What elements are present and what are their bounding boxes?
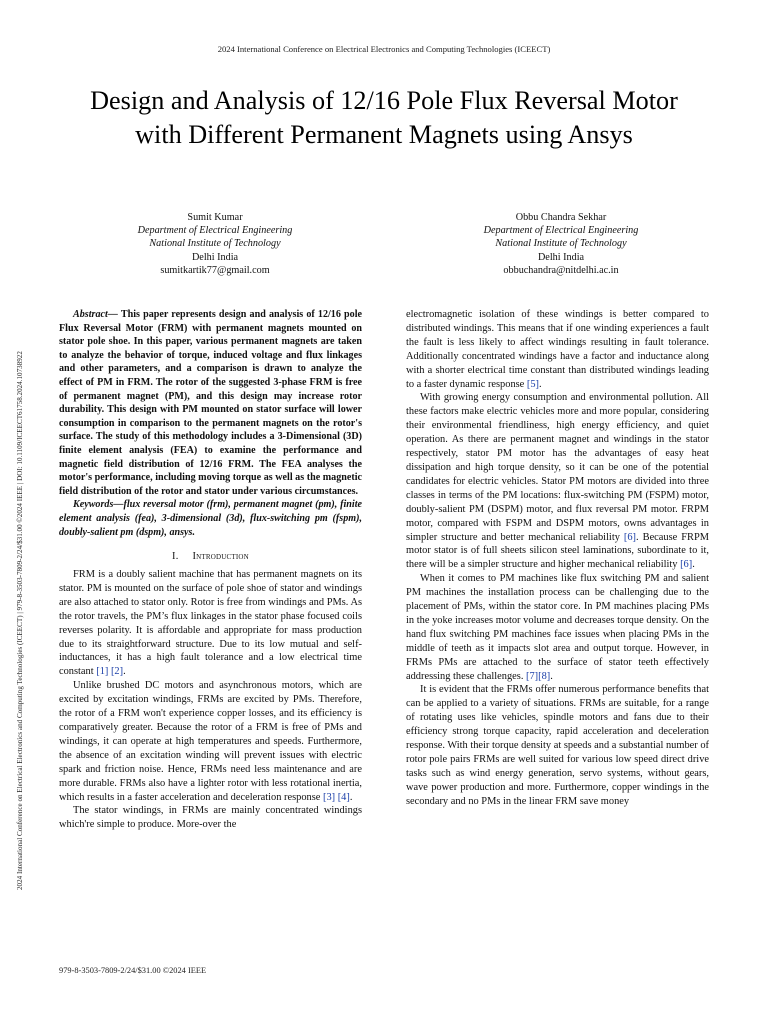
author-institute: National Institute of Technology	[495, 238, 627, 250]
author-name: Obbu Chandra Sekhar	[515, 212, 607, 223]
author-email[interactable]: obbuchandra@nitdelhi.ac.in	[503, 264, 619, 276]
keywords: Keywords—flux reversal motor (frm), permanent magnet (pm), finite element analysis (fea), 3-dimensional (3d), flux-switching pm (fspm), doubly-salient pm (dspm), ansys.	[59, 499, 362, 538]
copyright-footer: 979-8-3503-7809-2/24/$31.00 ©2024 IEEE	[59, 966, 207, 975]
abstract-label: Abstract—	[73, 309, 118, 320]
citation-link[interactable]: [6]	[680, 559, 693, 571]
author-email[interactable]: sumitkartik77@gmail.com	[160, 264, 270, 276]
section-title: Introduction	[192, 551, 249, 563]
citation-link[interactable]: [8]	[538, 670, 551, 682]
paragraph-text: When it comes to PM machines like flux switching PM and salient PM machines the installation process can be challenging due to the placement of PMs, within the stator core. In PM machines placing PMs in the yoke increases motor volume and decreases torque density. On the hand flux switching PM machines face issues when placing PMs in the middle of teeth as it impacts slot area and output torque. However, in FRMs PMs are attached to the surface of stator teeth effectively addressing these challenges.	[406, 573, 709, 682]
paragraph-text: FRM is a doubly salient machine that has permanent magnets on its stator. PM is mounted on the surface of pole shoe of stator and windings are also attached to stator only. Rotor is free from windings and PMs. As the rotor travels, the PM’s flux linkages in the stator phase focused coils reverses polarity. It is affordable and appropriate for mass production due to its straightforward structure. Due to its low mutual and self-inductances, it has a high fault tolerance and a low electrical time constant	[59, 569, 362, 678]
section-heading-introduction	[59, 550, 362, 564]
author-location: Delhi India	[191, 251, 239, 263]
conference-header: 2024 International Conference on Electrical Electronics and Computing Technologies (ICEECT)	[217, 44, 551, 54]
citation-link[interactable]: [2]	[110, 666, 124, 678]
author-location: Delhi India	[537, 251, 585, 263]
abstract	[59, 308, 362, 498]
paragraph-text: Because FRPM motor stator is of full sheets silicon steel laminations, subordinate to it, there will be a simpler structure and higher mechanical reliability	[406, 531, 709, 571]
intro-paragraph-5: With growing energy consumption and environmental pollution. All these factors make electric vehicles more and more popular, considering their environmental friendliness, high energy efficiency, and quiet operation. As there are permanent magnet and windings in the stator respectively, stator PM motor has the advantages of easy heat dissipation and high torque density, so it can be one of the potential candidates for electric vehicles. Stator PM motors are divided into three classes in terms of the PM locations: flux-switching PM (FSPM) motor, doubly-salient PM (DSPM) motor, and flux reversal PM motor. FRPM motor, compared with FSPM and DSPM motors, owns advantages in simpler structure and better mechanical reliability [6]. Because FRPM motor stator is of full sheets silicon steel laminations, subordinate to it, there will be a simpler structure and higher mechanical reliability [6].	[406, 392, 709, 571]
paragraph-text: Unlike brushed DC motors and asynchronous motors, which are excited by excitation windings, FRMs are excited by PMs. Therefore, the rotor of a FRM won't experience copper losses, and its efficiency is comparatively greater. Because the rotor of a FRM is free of PMs and windings, it can operate at high temperatures and speeds. Furthermore, the absence of an excitation winding will prevent issues with electric spark and friction noise. Hence, FRMs need less maintenance and are more durable. FRMs also have a lighter rotor with less rotational inertia, which results in a faster acceleration and deceleration response	[59, 680, 362, 803]
side-doi-text: 2024 International Conference on Electrical Electronics and Computing Technologies (ICEECT) | 979-8-3503-7809-2/24/$31.00 ©2024 IEEE | DOI: 10.1109/ICEECT61758.2024.10738922	[16, 351, 24, 890]
author-department: Department of Electrical Engineering	[483, 225, 639, 237]
intro-paragraph-3: The stator windings, in FRMs are mainly concentrated windings which're simple to produce. More-over the	[59, 805, 362, 831]
intro-paragraph-1: FRM is a doubly salient machine that has permanent magnets on its stator. PM is mounted on the surface of pole shoe of stator and windings are also attached to stator only. Rotor is free from windings and PMs. As the rotor travels, the PM’s flux linkages in the stator phase focused coils reverses polarity. It is affordable and appropriate for mass production due to its straightforward structure. Due to its low mutual and self-inductances, it has a high fault tolerance and a low electrical time constant [1] [2].	[59, 569, 362, 678]
abstract-text: This paper represents design and analysis of 12/16 pole Flux Reversal Motor (FRM) with permanent magnets mounted on stator pole shoe. In this paper, various permanent magnets are taken to analyze the behavior of torque, induced voltage and flux linkages and other parameters, and a comparison is drawn to analyze the effect of PM in FRM. The rotor of the suggested 3-phase FRM is free of permanent magnet (PM), and this design may increase rotor durability. This design with PM mounted on stator surface will lower consumption in comparison to the permanent magnets on the rotor's surface. The study of this methodology includes a 3-Dimensional (3D) finite element analysis (FEA) to examine the performance and magnetic field distribution of 12/16 FRM. The FEA analyses the motor's performance, including moving torque as well as the magnetic field distribution of the rotor and stator under various circumstances.	[59, 309, 362, 497]
author-name: Sumit Kumar	[187, 212, 243, 223]
right-column	[406, 308, 709, 809]
citation-link[interactable]: [4]	[337, 791, 350, 803]
author-institute: National Institute of Technology	[149, 238, 281, 250]
intro-paragraph-7: It is evident that the FRMs offer numerous performance benefits that can be applied to a variety of situations. FRMs are suitable, for a range of rotating uses like vehicles, spindle motors and fans due to their efficiency strong torque capacity, rapid acceleration and deceleration response. With their torque density at speeds and a substantial number of rotor pole pairs FRMs are well suited for various low speed direct drive tasks such as wind energy generation, servo systems, without gears, wave power production and more. Furthermore, copper windings in the secondary and no PMs in the linear FRM save money	[406, 684, 709, 807]
left-column	[59, 308, 362, 832]
author-department: Department of Electrical Engineering	[137, 225, 293, 237]
side-doi-note	[16, 140, 28, 890]
citation-link[interactable]: [7]	[526, 670, 539, 682]
citation-link[interactable]: [6]	[623, 531, 637, 543]
paper-title: Design and Analysis of 12/16 Pole Flux Reversal Motor with Different Permanent Magnets using Ansys	[90, 86, 678, 149]
intro-paragraph-4: electromagnetic isolation of these windings is better compared to distributed windings. This means that if one winding experiences a fault the fault is less likely to affect windings resulting in fault tolerance. Additionally concentrated windings have a factor and inductance along with a shorter electrical time constant than distributed windings leading to a faster dynamic response [5].	[406, 309, 709, 390]
paragraph-text: electromagnetic isolation of these windings is better compared to distributed windings. This means that if one winding experiences a fault the fault is less likely to affect windings resulting in fault tolerance. Additionally concentrated windings have a factor and inductance along with a shorter electrical time constant than distributed windings leading to a faster dynamic response	[406, 309, 709, 390]
citation-link[interactable]: [3]	[322, 791, 336, 803]
author-block-1	[90, 211, 340, 277]
citation-link[interactable]: [1]	[96, 666, 109, 678]
section-number: I.	[172, 551, 179, 563]
intro-paragraph-2: Unlike brushed DC motors and asynchronous motors, which are excited by excitation windings, FRMs are excited by PMs. Therefore, the rotor of a FRM won't experience copper losses, and its efficiency is comparatively greater. Because the rotor of a FRM is free of PMs and windings, it can operate at high temperatures and speeds. Furthermore, the absence of an excitation winding will prevent issues with electric spark and friction noise. Hence, FRMs need less maintenance and are more durable. FRMs also have a lighter rotor with less rotational inertia, which results in a faster acceleration and deceleration response [3] [4].	[59, 680, 362, 803]
citation-link[interactable]: [5]	[526, 378, 540, 390]
author-block-2	[436, 211, 686, 277]
paragraph-text: With growing energy consumption and environmental pollution. All these factors make electric vehicles more and more popular, considering their environmental friendliness, high energy efficiency, and quiet operation. As there are permanent magnet and windings in the stator respectively, stator PM motor has the advantages of easy heat dissipation and high torque density, so it can be one of the potential candidates for electric vehicles. Stator PM motors are divided into three classes in terms of the PM locations: flux-switching PM (FSPM) motor, doubly-salient PM (DSPM) motor, and flux reversal PM motor. FRPM motor, compared with FSPM and DSPM motors, owns advantages in simpler structure and better mechanical reliability	[406, 392, 709, 543]
intro-paragraph-6: When it comes to PM machines like flux switching PM and salient PM machines the installation process can be challenging due to the placement of PMs, within the stator core. In PM machines placing PMs in the yoke increases motor volume and decreases torque density. On the hand flux switching PM machines face issues when placing PMs in the middle of teeth as it impacts slot area and output torque. However, in FRMs PMs are attached to the surface of stator teeth effectively addressing these challenges. [7][8].	[406, 573, 709, 682]
